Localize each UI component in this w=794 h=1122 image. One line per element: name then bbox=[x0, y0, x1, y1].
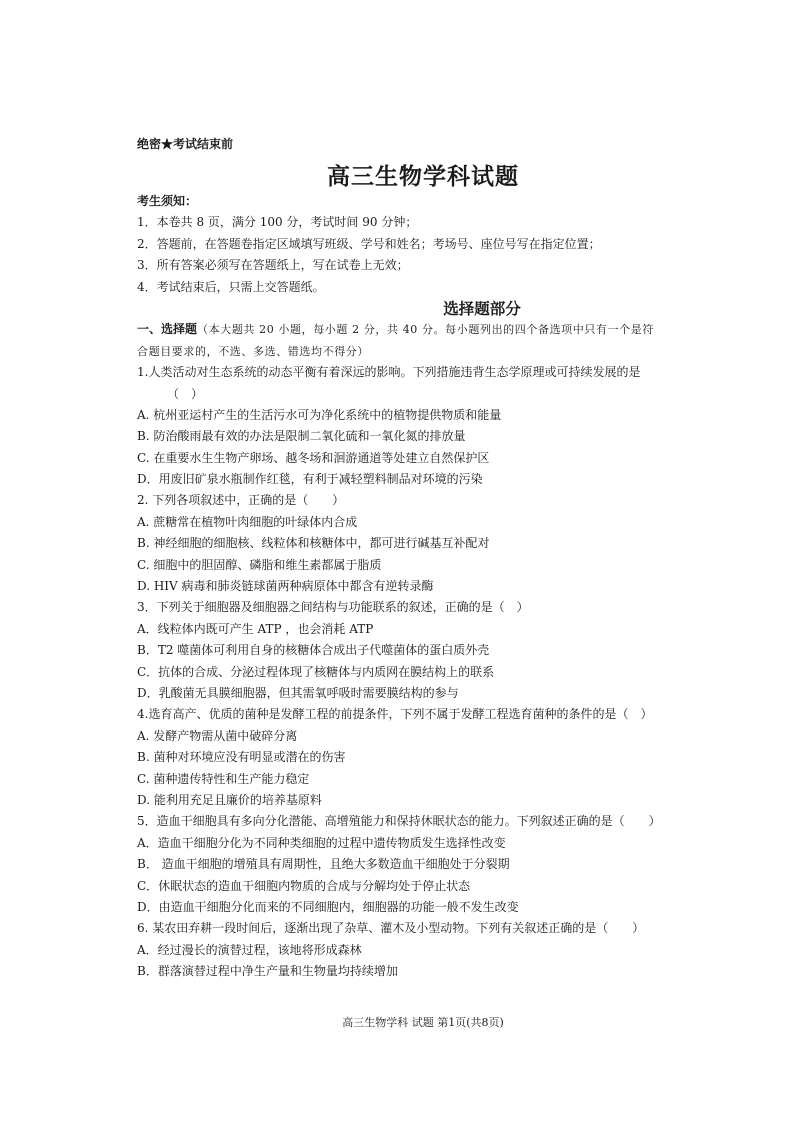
instruction-item: 2．答题前，在答题卷指定区域填写班级、学号和姓名；考场号、座位号写在指定位置； bbox=[137, 236, 601, 251]
option-d: D. HIV 病毒和肺炎链球菌两种病原体中都含有逆转录酶 bbox=[137, 579, 434, 594]
question-stem: 1.人类活动对生态系统的动态平衡有着深远的影响。下列措施违背生态学原理或可持续发展的是 bbox=[137, 365, 641, 380]
exam-title: 高三生物学科试题 bbox=[327, 163, 519, 190]
question-5 bbox=[137, 811, 747, 918]
option-c: C．抗体的合成、分泌过程体现了核糖体与内质网在膜结构上的联系 bbox=[137, 664, 495, 679]
part-note-cont: 合题目要求的，不选、多选、错选均不得分） bbox=[137, 344, 369, 358]
option-d: D．乳酸菌无具膜细胞器，但其需氧呼吸时需要膜结构的参与 bbox=[137, 685, 459, 700]
instruction-item: 1．本卷共 8 页，满分 100 分，考试时间 90 分钟； bbox=[137, 215, 418, 230]
instruction-item: 4．考试结束后，只需上交答题纸。 bbox=[137, 279, 325, 294]
page-footer: 高三生物学科 试题 第1页(共8页) bbox=[342, 1016, 504, 1029]
option-b: B． 造血干细胞的增殖具有周期性，且绝大多数造血干细胞处于分裂期 bbox=[137, 857, 510, 872]
instruction-item: 3．所有答案必须写在答题纸上，写在试卷上无效； bbox=[137, 258, 409, 273]
question-3 bbox=[137, 597, 747, 704]
question-stem: 6. 某农田弃耕一段时间后，逐渐出现了杂草、灌木及小型动物。下列有关叙述正确的是（ ） bbox=[137, 921, 645, 936]
question-stem: 2. 下列各项叙述中，正确的是（ ） bbox=[137, 493, 345, 508]
question-stem: 4.选育高产、优质的菌种是发酵工程的前提条件，下列不属于发酵工程选育菌种的条件的是（ ） bbox=[137, 707, 653, 722]
option-a: A. 杭州亚运村产生的生活污水可为净化系统中的植物提供物质和能量 bbox=[137, 407, 502, 422]
question-4 bbox=[137, 704, 747, 811]
option-a: A. 蔗糖常在植物叶肉细胞的叶绿体内合成 bbox=[137, 514, 358, 529]
question-stem: 5．造血干细胞具有多向分化潜能、高增殖能力和保持休眠状态的能力。下列叙述正确的是（ ） bbox=[137, 814, 661, 829]
option-d: D. 能利用充足且廉价的培养基原料 bbox=[137, 792, 322, 807]
option-b: B．T2 噬菌体可利用自身的核糖体合成出子代噬菌体的蛋白质外壳 bbox=[137, 643, 490, 658]
option-b: B. 菌种对环境应没有明显或潜在的伤害 bbox=[137, 750, 346, 765]
exam-body bbox=[137, 191, 747, 982]
question-stem: 3．下列关于细胞器及细胞器之间结构与功能联系的叙述，正确的是（ ） bbox=[137, 600, 529, 615]
part-note: （本大题共 20 小题，每小题 2 分，共 40 分。每小题列出的四个备选项中只有一个是符 bbox=[197, 323, 654, 337]
option-a: A．线粒体内既可产生 ATP ，也会消耗 ATP bbox=[137, 621, 374, 636]
option-b: B. 神经细胞的细胞核、线粒体和核糖体中，都可进行碱基互补配对 bbox=[137, 536, 490, 551]
option-c: C. 在重要水生生物产卵场、越冬场和洄游通道等处建立自然保护区 bbox=[137, 450, 490, 465]
option-b: B．群落演替过程中净生产量和生物量均持续增加 bbox=[137, 964, 398, 979]
option-d: D．用废旧矿泉水瓶制作红毯，有利于减轻塑料制品对环境的污染 bbox=[137, 472, 483, 487]
answer-bracket: （ ） bbox=[167, 386, 204, 401]
option-d: D．由造血干细胞分化而来的不同细胞内，细胞器的功能一般不发生改变 bbox=[137, 899, 519, 914]
confidential-label: 绝密★考试结束前 bbox=[137, 137, 234, 151]
question-1 bbox=[137, 362, 747, 490]
option-a: A．造血干细胞分化为不同种类细胞的过程中遗传物质发生选择性改变 bbox=[137, 835, 506, 850]
option-c: C．休眠状态的造血干细胞内物质的合成与分解均处于停止状态 bbox=[137, 878, 471, 893]
option-c: C. 细胞中的胆固醇、磷脂和维生素都属于脂质 bbox=[137, 557, 382, 572]
option-a: A. 发酵产物需从菌中破碎分离 bbox=[137, 728, 298, 743]
part-label: 一、选择题 bbox=[137, 322, 198, 337]
question-6 bbox=[137, 918, 747, 982]
option-b: B. 防治酸雨最有效的办法是限制二氧化硫和一氧化氮的排放量 bbox=[137, 429, 466, 444]
option-a: A．经过漫长的演替过程，该地将形成森林 bbox=[137, 942, 362, 957]
question-2 bbox=[137, 490, 747, 597]
instructions-heading: 考生须知： bbox=[137, 194, 198, 208]
option-c: C. 菌种遗传特性和生产能力稳定 bbox=[137, 771, 310, 786]
part-header bbox=[137, 319, 747, 340]
section-title: 选择题部分 bbox=[443, 298, 521, 318]
